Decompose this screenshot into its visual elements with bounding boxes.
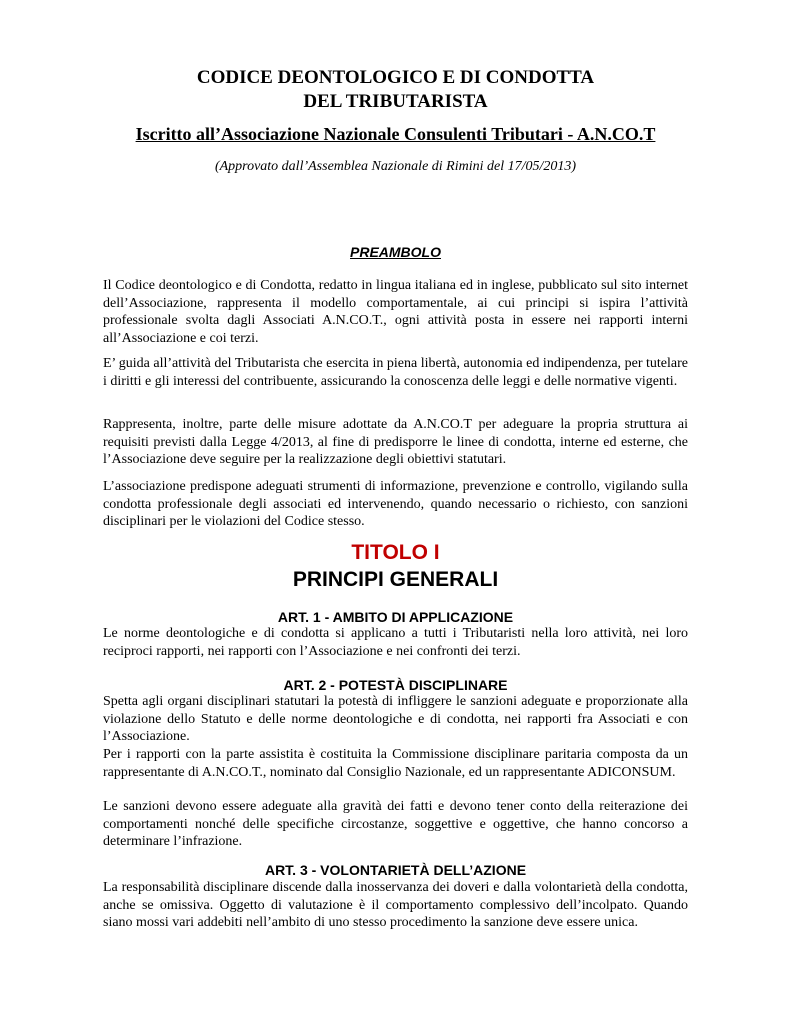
approval-note: (Approvato dall’Assemblea Nazionale di Rimini del 17/05/2013) xyxy=(214,159,577,174)
document-subtitle: Iscritto all’Associazione Nazionale Consulenti Tributari - A.N.CO.T xyxy=(135,124,656,144)
article-3-title: ART. 3 - VOLONTARIETÀ DELL’AZIONE xyxy=(264,862,527,878)
article-3-paragraph: La responsabilità disciplinare discende dalla inosservanza dei doveri e dalla volontarietà della condotta, anche se omissiva. Oggetto di valutazione è il comportamento complessivo dell’incolpato. Quando siano mossi vari addebiti nell’ambito di uno stesso procedimento la sanzione deve essere unica. xyxy=(103,880,688,930)
article-2-title: ART. 2 - POTESTÀ DISCIPLINARE xyxy=(283,677,508,693)
article-1-title: ART. 1 - AMBITO DI APPLICAZIONE xyxy=(277,609,514,625)
titolo-heading: PRINCIPI GENERALI xyxy=(292,568,499,591)
titolo-label: TITOLO I xyxy=(351,541,440,564)
article-2-paragraph: Spetta agli organi disciplinari statutari la potestà di infliggere le sanzioni adeguate e proporzionate alla violazione dello Statuto e delle norme deontologiche e di condotta, nei rapporti fra Associati e con l’Associazione. xyxy=(103,694,688,744)
article-1-paragraph: Le norme deontologiche e di condotta si applicano a tutti i Tributaristi nella loro attività, nei loro reciproci rapporti, nei rapporti con l’Associazione e nei confronti dei terzi. xyxy=(103,626,688,659)
preambolo-heading: PREAMBOLO xyxy=(350,244,441,260)
preambolo-paragraph: L’associazione predispone adeguati strumenti di informazione, prevenzione e controllo, vigilando sulla condotta professionale degli associati ed intervenendo, quando necessario o richiesto, con sanzioni disciplinari per le violazioni del Codice stesso. xyxy=(103,479,688,529)
document-title-line2: DEL TRIBUTARISTA xyxy=(303,91,488,112)
preambolo-paragraph: Il Codice deontologico e di Condotta, redatto in lingua italiana ed in inglese, pubblicato sul sito internet dell’Associazione, rappresenta il modello comportamentale, ai cui principi si ispira l’attività professionale svolta dagli Associati A.N.CO.T., ogni attività posta in essere nei rapporti interni all’Associazione e coi terzi. xyxy=(103,278,688,346)
article-2-paragraph: Le sanzioni devono essere adeguate alla gravità dei fatti e devono tener conto della reiterazione dei comportamenti nonché delle specifiche circostanze, soggettive e oggettive, che hanno concorso a determinare l’infrazione. xyxy=(103,799,688,849)
preambolo-paragraph: Rappresenta, inoltre, parte delle misure adottate da A.N.CO.T per adeguare la propria struttura ai requisiti previsti dalla Legge 4/2013, al fine di predisporre le linee di condotta, interne ed esterne, che l’Associazione deve seguire per la realizzazione degli obiettivi statutari. xyxy=(103,417,688,467)
document-title-line1: CODICE DEONTOLOGICO E DI CONDOTTA xyxy=(196,67,595,88)
article-2-paragraph: Per i rapporti con la parte assistita è costituita la Commissione disciplinare paritaria composta da un rappresentante di A.N.CO.T., nominato dal Consiglio Nazionale, ed un rappresentante ADICONSUM. xyxy=(103,747,688,780)
preambolo-paragraph: E’ guida all’attività del Tributarista che esercita in piena libertà, autonomia ed indipendenza, per tutelare i diritti e gli interessi del contribuente, assicurando la conoscenza delle leggi e delle normative vigenti. xyxy=(103,356,688,389)
